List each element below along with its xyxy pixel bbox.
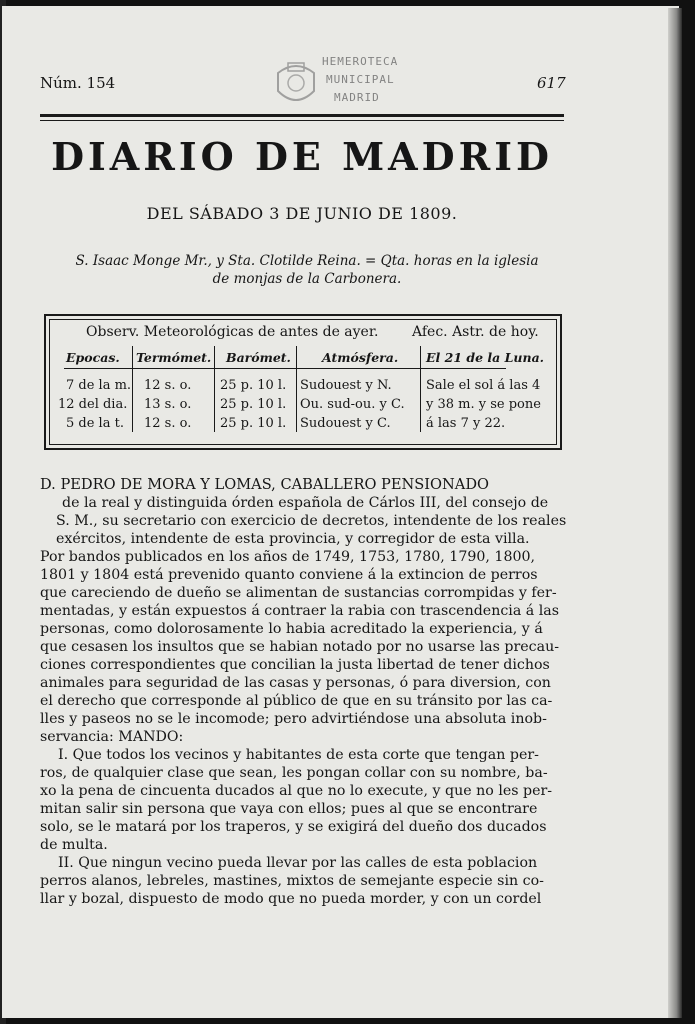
article-line: servancia: MANDO:	[40, 729, 184, 745]
col-header-termometro: Termómet.	[136, 350, 212, 365]
col-divider	[420, 346, 421, 432]
table-cell: 5 de la t.	[66, 416, 124, 431]
stamp-line-1: HEMEROTECA	[322, 55, 399, 68]
article-line: llar y bozal, dispuesto de modo que no pueda morder, y con un cordel	[40, 891, 542, 907]
saints-of-day	[52, 252, 562, 288]
table-cell: Sudouest y C.	[300, 416, 391, 431]
table-cell: á las 7 y 22.	[426, 416, 506, 431]
table-cell: 12 s. o.	[144, 378, 192, 393]
article-line: que careciendo de dueño se alimentan de sustancias corrompidas y fer-	[40, 585, 557, 601]
article-heading: D. PEDRO DE MORA Y LOMAS, CABALLERO PENSIONADO	[40, 476, 489, 493]
weather-heading: Observ. Meteorológicas de antes de ayer.	[86, 324, 379, 340]
weather-table	[44, 314, 562, 450]
article-line: personas, como dolorosamente lo habia acreditado la experiencia, y á	[40, 621, 543, 637]
article-line: de multa.	[40, 837, 108, 853]
col-header-epocas: Epocas.	[66, 350, 120, 365]
table-cell: 12 del dia.	[58, 397, 128, 412]
article-line: I. Que todos los vecinos y habitantes de esta corte que tengan per-	[58, 747, 539, 763]
crest-icon	[270, 55, 322, 111]
table-cell: 25 p. 10 l.	[220, 397, 287, 412]
weather-header-rule	[64, 368, 506, 369]
saints-line-2: de monjas de la Carbonera.	[212, 271, 402, 287]
col-header-luna: El 21 de la Luna.	[426, 350, 545, 365]
article-line: ros, de qualquier clase que sean, les pongan collar con su nombre, ba-	[40, 765, 548, 781]
library-stamp	[268, 53, 438, 115]
table-cell: Sale el sol á las 4	[426, 378, 541, 393]
col-header-atmosfera: Atmósfera.	[322, 350, 399, 365]
col-header-barometro: Barómet.	[226, 350, 291, 365]
table-cell: 7 de la m.	[66, 378, 132, 393]
article-line: mitan salir sin persona que vaya con ellos; pues al que se encontrare	[40, 801, 538, 817]
article-line: solo, se le matará por los traperos, y se exigirá del dueño dos ducados	[40, 819, 547, 835]
table-cell: Sudouest y N.	[300, 378, 392, 393]
article-line: de la real y distinguida órden española de Cárlos III, del consejo de	[62, 495, 549, 511]
article-line: xo la pena de cincuenta ducados al que no lo execute, y que no les per-	[40, 783, 553, 799]
article-line: perros alanos, lebreles, mastines, mixtos de semejante especie sin co-	[40, 873, 544, 889]
article-line: lles y paseos no se le incomode; pero advirtiéndose una absoluta inob-	[40, 711, 547, 727]
stamp-line-2: MUNICIPAL	[326, 73, 395, 86]
page-number: 617	[537, 74, 566, 92]
col-divider	[132, 346, 133, 432]
col-divider	[296, 346, 297, 432]
article-line: animales para seguridad de las casas y personas, ó para diversion, con	[40, 675, 551, 691]
article-line: II. Que ningun vecino pueda llevar por las calles de esta poblacion	[58, 855, 538, 871]
table-cell: 12 s. o.	[144, 416, 192, 431]
article-line: el derecho que corresponde al público de que en su tránsito por las ca-	[40, 693, 553, 709]
header-rule-thick	[40, 114, 564, 117]
table-cell: 25 p. 10 l.	[220, 378, 287, 393]
col-divider	[214, 346, 215, 432]
issue-date: DEL SÁBADO 3 DE JUNIO DE 1809.	[146, 204, 458, 223]
article-line: exércitos, intendente de esta provincia, y corregidor de esta villa.	[56, 531, 530, 547]
masthead-title: DIARIO DE MADRID	[51, 134, 553, 179]
table-cell: 13 s. o.	[144, 397, 192, 412]
article-line: Por bandos publicados en los años de 1749, 1753, 1780, 1790, 1800,	[40, 549, 536, 565]
article-line: que cesasen los insultos que se habian notado por no usarse las precau-	[40, 639, 560, 655]
table-cell: y 38 m. y se pone	[426, 397, 541, 412]
table-cell: 25 p. 10 l.	[220, 416, 287, 431]
table-cell: Ou. sud-ou. y C.	[300, 397, 405, 412]
saints-line-1: S. Isaac Monge Mr., y Sta. Clotilde Reina. = Qta. horas en la iglesia	[75, 253, 539, 269]
article-line: 1801 y 1804 está prevenido quanto conviene á la extincion de perros	[40, 567, 538, 583]
article-line: ciones correspondientes que concilian la justa libertad de tener dichos	[40, 657, 550, 673]
astro-heading: Afec. Astr. de hoy.	[412, 324, 539, 340]
page-edge	[668, 8, 682, 1018]
article-line: mentadas, y están expuestos á contraer la rabia con trascendencia á las	[40, 603, 560, 619]
stamp-line-3: MADRID	[334, 91, 380, 104]
issue-number: Núm. 154	[40, 74, 116, 92]
header-rule-thin	[40, 120, 564, 121]
article-line: S. M., su secretario con exercicio de decretos, intendente de los reales	[56, 513, 567, 529]
article-body	[40, 476, 566, 908]
